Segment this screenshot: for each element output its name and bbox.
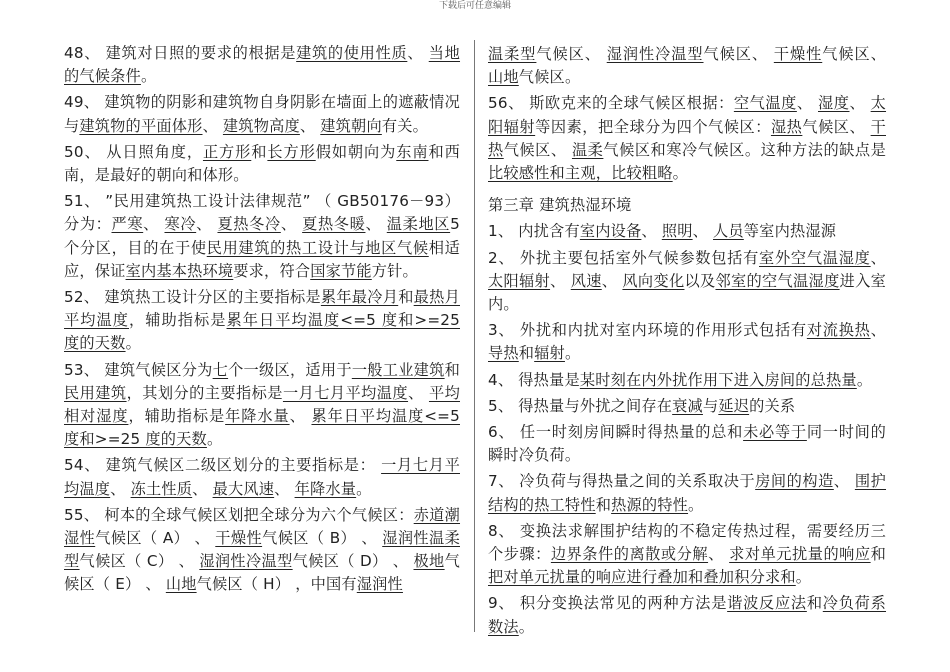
question-text: 、 <box>192 479 213 498</box>
right-column <box>488 43 886 639</box>
answer-text: 室内设备 <box>579 222 642 241</box>
question-text: 9、 积分变换法常见的两种方法是 <box>488 594 728 613</box>
answer-text: 夏热冬暖 <box>302 215 366 234</box>
left-column <box>64 42 460 597</box>
question-item <box>488 43 886 89</box>
answer-text: 某时刻在内外扰作用下进入房间的总热量 <box>579 370 857 389</box>
question-text: 以及 <box>684 271 716 290</box>
question-text: 4、 得热量是 <box>488 370 580 389</box>
question-text: 气候区（ A） 、 <box>95 529 216 548</box>
question-text: ，辅助指标是 <box>129 311 227 330</box>
question-text: 气候区（ C） 、 <box>79 552 200 571</box>
question-item <box>488 395 886 418</box>
question-text: 气候区（ D） 、 <box>292 552 414 571</box>
page-header: 下载后可任意编辑 <box>438 1 511 11</box>
question-text: 52、 建筑热工设计分区的主要指标是 <box>64 288 321 307</box>
answer-text: 风速 <box>570 271 602 290</box>
question-text: 与 <box>702 396 719 415</box>
question-text: 、 <box>601 271 623 290</box>
answer-text: 湿润性冷温型 <box>606 45 704 63</box>
question-text: 、 <box>833 472 855 491</box>
question-item <box>64 91 460 137</box>
question-text: 。 <box>125 334 141 353</box>
question-text: 3、 外扰和内扰对室内环境的作用形式包括有 <box>488 321 807 340</box>
answer-text: 边界条件的离散或分解 <box>550 545 709 564</box>
question-text: 、 <box>280 215 303 234</box>
answer-text: 七 <box>212 360 229 379</box>
chapter-title: 第三章 建筑热湿环境 <box>488 196 632 215</box>
question-item <box>488 421 886 467</box>
answer-text: 建筑朝向 <box>320 116 382 135</box>
question-text: 个一级区，适用于 <box>228 360 352 379</box>
question-text: 、 <box>870 321 886 340</box>
question-text: 、 <box>299 116 321 135</box>
question-text: 、 <box>407 44 429 62</box>
question-text: 5 个分区，目的在于使 <box>64 215 460 257</box>
answer-text: 一月七月平均温度 <box>282 383 409 402</box>
answer-text: 干燥性 <box>215 529 263 548</box>
question-text: 同一时间的瞬时冷负荷。 <box>488 423 887 465</box>
answer-text: 邻室的空气温湿度 <box>715 271 840 290</box>
question-text: 、 <box>196 215 218 234</box>
question-text: 。 <box>672 164 689 183</box>
question-text: 气候区（ B） 、 <box>262 529 383 548</box>
question-item <box>488 369 886 392</box>
answer-text: 对流换热 <box>806 321 871 340</box>
answer-text: 湿润性冷温型 <box>199 552 293 571</box>
answer-text: 风向变化 <box>622 271 685 290</box>
question-item <box>64 504 460 597</box>
question-text: 49、 建筑物的阴影和建筑物自身阴影在墙面上的遮蔽情况与 <box>64 93 460 135</box>
answer-text: 湿热 <box>770 117 803 136</box>
question-item <box>64 141 460 187</box>
answer-text: 建筑物高度 <box>222 116 300 135</box>
answer-text: 人员 <box>713 222 744 241</box>
answer-text: 累年日平均温度<=5 度和>=25 度的天数 <box>64 407 460 449</box>
answer-text: 围护结构的热工特性 <box>488 472 887 514</box>
answer-text: 热源的特性 <box>611 495 689 514</box>
answer-text: 严寒 <box>111 215 144 234</box>
question-text: 相适应，保证 <box>64 238 460 280</box>
answer-text: 年降水量 <box>225 407 290 426</box>
question-text: 。 <box>140 67 157 86</box>
answer-text: 室内基本热环境 <box>125 261 234 280</box>
question-text: 等室内热湿源 <box>743 222 837 241</box>
question-text: 和 <box>870 545 886 564</box>
question-item <box>64 286 460 356</box>
question-text: 气候区、 <box>536 45 607 63</box>
answer-text: 山地 <box>488 68 519 87</box>
answer-text: 一般工业建筑 <box>351 360 445 379</box>
question-text: 等因素，把全球分为四个气候区： <box>535 117 771 136</box>
question-text: 和 <box>398 288 414 307</box>
question-text: 气候区、 <box>703 45 774 63</box>
question-text: 、 <box>870 248 886 267</box>
answer-text: 东南 <box>396 142 429 161</box>
answer-text: 未必等于 <box>743 423 807 442</box>
question-text: 54、 建筑气候区二级区划分的主要指标是： <box>64 456 382 475</box>
answer-text: 空气温度 <box>733 94 797 113</box>
question-text: 气候区（ E） 、 <box>64 552 460 594</box>
answer-text: 湿润性温柔型 <box>64 529 460 571</box>
answer-text: 民用建筑的热工设计与地区气候 <box>206 238 429 257</box>
question-text: 。 <box>795 568 812 587</box>
question-text: 。 <box>518 617 535 636</box>
chapter-heading <box>488 194 886 217</box>
question-text: 8、 变换法求解围护结构的不稳定传热过程，需要经历三个步骤： <box>488 521 886 564</box>
question-text: 53、 建筑气候区分为 <box>64 360 213 379</box>
question-text: 和 <box>595 495 612 514</box>
answer-text: 当地的气候条件 <box>64 44 461 86</box>
question-text: 51、 ”民用建筑热工设计法律规范” （ GB50176－93）分为： <box>64 192 460 234</box>
question-text: 56、 斯欧克来的全球气候区根据： <box>488 94 734 113</box>
question-text: 、 <box>289 407 312 426</box>
question-text: 、 <box>708 545 730 564</box>
question-item <box>488 319 886 365</box>
question-text: 、 <box>365 215 387 234</box>
question-text: 55、 柯本的全球气候区划把全球分为六个气候区： <box>64 505 414 524</box>
question-text: 、 <box>641 222 662 241</box>
answer-text: 太阳辐射 <box>488 94 887 136</box>
answer-text: 太阳辐射 <box>488 271 551 290</box>
question-text: 气候区（ H） ，中国有 <box>196 575 357 594</box>
answer-text: 湿润性 <box>356 575 403 594</box>
answer-text: 房间的构造 <box>755 472 834 491</box>
question-text: 、 <box>796 94 818 113</box>
answer-text: 最大风速 <box>212 479 275 498</box>
question-text: 6、 任一时刻房间瞬时得热量的总和 <box>488 423 744 442</box>
question-text: 气候区、 <box>503 140 572 159</box>
question-text: 50、 从日照角度， <box>64 142 203 161</box>
question-text: 1、 内扰含有 <box>488 222 580 241</box>
answer-text: 衰减 <box>672 396 703 415</box>
question-item <box>488 592 886 638</box>
answer-text: 把对单元扰量的响应进行叠加和叠加积分求和 <box>488 568 796 587</box>
question-text: 和 <box>251 142 268 161</box>
answer-text: 室外空气温湿度 <box>759 248 871 267</box>
question-text: 、 <box>849 94 871 113</box>
question-text: ，辅助指标是 <box>128 407 226 426</box>
question-item <box>64 359 460 452</box>
question-text: 7、 冷负荷与得热量之间的关系取决于 <box>488 472 756 491</box>
answer-text: 照明 <box>661 222 693 241</box>
question-text: 有关。 <box>381 116 429 135</box>
answer-text: 湿度 <box>818 94 850 113</box>
answer-text: 冷负荷系数法 <box>488 594 887 636</box>
question-text: 、 <box>274 479 295 498</box>
answer-text: 温柔地区 <box>386 215 451 234</box>
question-text: 进入室内。 <box>488 271 887 314</box>
answer-text: 正方形 <box>202 142 252 161</box>
column-divider <box>474 40 475 632</box>
question-text: 5、 得热量与外扰之间存在 <box>488 396 673 415</box>
question-item <box>488 247 886 317</box>
question-text: 、 <box>408 383 429 402</box>
question-text: 气候区。 <box>518 68 581 87</box>
answer-text: 长方形 <box>267 142 316 161</box>
answer-text: 年降水量 <box>294 479 357 498</box>
question-text: 。 <box>856 370 873 389</box>
question-item <box>488 470 886 516</box>
answer-text: 温柔型 <box>488 45 537 63</box>
question-text: 要求，符合 <box>233 261 311 280</box>
answer-text: 累年最冷月 <box>320 288 399 307</box>
answer-text: 辐射 <box>534 344 565 363</box>
answer-text: 冻土性质 <box>130 479 193 498</box>
answer-text: 干燥性 <box>773 45 823 63</box>
answer-text: 延迟 <box>718 396 750 415</box>
answer-text: 一月七月平均温度 <box>64 456 460 498</box>
question-text: 方针。 <box>371 261 418 280</box>
question-text: 、 <box>692 222 714 241</box>
answer-text: 赤道潮湿性 <box>64 505 461 548</box>
question-item <box>488 92 886 185</box>
question-item <box>488 520 886 590</box>
answer-text: 寒冷 <box>164 215 197 234</box>
question-text: 。 <box>564 344 581 363</box>
answer-text: 干热 <box>488 117 886 159</box>
answer-text: 比较感性和主观，比较粗略 <box>488 164 673 183</box>
answer-text: 国家节能 <box>310 261 372 280</box>
answer-text: 山地 <box>165 575 197 594</box>
question-text: 2、 外扰主要包括室外气候参数包括有 <box>488 248 760 267</box>
question-text: 。 <box>688 495 704 514</box>
answer-text: 建筑的使用性质 <box>296 44 408 62</box>
answer-text: 谐波反应法 <box>727 594 807 613</box>
answer-text: 求对单元扰量的响应 <box>729 545 871 564</box>
question-text: 、 <box>110 479 131 498</box>
question-text: 和 <box>444 360 460 379</box>
question-text: 、 <box>202 116 223 135</box>
answer-text: 最热月平均温度 <box>64 288 460 330</box>
answer-text: 平均相对湿度 <box>64 383 460 426</box>
answer-text: 夏热冬冷 <box>217 215 281 234</box>
answer-text: 累年日平均温度<=5 度和>=25 度的天数 <box>64 311 460 353</box>
question-text: 假如朝向为 <box>315 142 397 161</box>
question-text: 气候区、 <box>802 117 871 136</box>
question-text: 48、 建筑对日照的要求的根据是 <box>64 44 297 62</box>
question-text: ，其划分的主要指标是 <box>126 383 283 402</box>
question-text: 。 <box>206 430 223 449</box>
question-text: 、 <box>550 271 571 290</box>
question-item <box>64 454 460 500</box>
answer-text: 温柔 <box>571 140 604 159</box>
question-item <box>64 42 460 88</box>
question-text: 的关系 <box>749 396 796 415</box>
question-item <box>488 220 886 243</box>
question-text: 、 <box>143 215 165 234</box>
question-item <box>64 190 460 283</box>
answer-text: 建筑物的平面体形 <box>79 116 203 135</box>
question-text: 和 <box>518 344 535 363</box>
question-text: 和 <box>806 594 823 613</box>
answer-text: 导热 <box>488 344 519 363</box>
question-text: 。 <box>356 479 372 498</box>
question-text: 气候区、 <box>822 45 887 63</box>
question-text: 和西南，是最好的朝向和体形。 <box>64 142 460 185</box>
question-text: 气候区和寒冷气候区。这种方法的缺点是 <box>603 140 886 159</box>
answer-text: 民用建筑 <box>64 383 127 402</box>
answer-text: 极地 <box>413 552 445 571</box>
